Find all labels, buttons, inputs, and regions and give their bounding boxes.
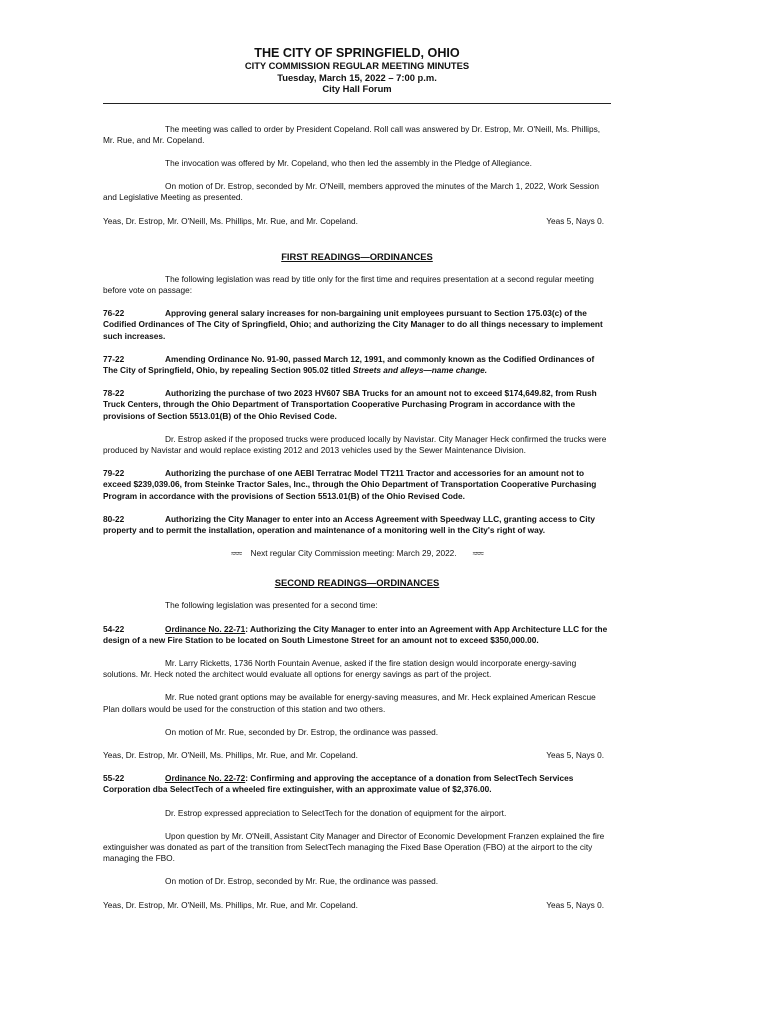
- ordinance-55-22-motion: On motion of Dr. Estrop, seconded by Mr. Rue, the ordinance was passed.: [165, 876, 439, 887]
- ordinance-55-22-note-1: Dr. Estrop expressed appreciation to SelectTech for the donation of equipment for the airport.: [165, 807, 507, 818]
- item-number: 78-22: [103, 388, 125, 399]
- vote-names: Yeas, Dr. Estrop, Mr. O'Neill, Ms. Phillips, Mr. Rue, and Mr. Copeland.: [103, 750, 358, 760]
- minutes-page: [103, 46, 611, 911]
- vote-tally: Yeas 5, Nays 0.: [546, 899, 604, 910]
- ordinance-55-22-vote: [103, 900, 611, 911]
- ordinance-55-22-note-2: Upon question by Mr. O'Neill, Assistant City Manager and Director of Economic Development Franzen explained the fire extinguisher was donated as part of the transition from SelectTech managing the Fixed Base Operation (FBO) at the airport to the city managing the FBO.: [103, 830, 605, 864]
- item-text: : Confirming and approving the acceptance of a donation from SelectTech Services Corporation dba SelectTech of a wheeled fire extinguisher, with an approximate value of $2,376.00.: [103, 773, 574, 795]
- item-number: 76-22: [103, 308, 125, 319]
- ordinance-80-22: [103, 514, 611, 536]
- ordinance-78-22: [103, 388, 611, 422]
- minutes-motion: On motion of Dr. Estrop, seconded by Mr. O'Neill, members approved the minutes of the March 1, 2022, Work Session and Legislative Meeting as presented.: [103, 181, 599, 203]
- invocation: The invocation was offered by Mr. Copeland, who then led the assembly in the Pledge of Allegiance.: [165, 157, 532, 168]
- item-number: 79-22: [103, 468, 125, 479]
- item-text: Authorizing the purchase of two 2023 HV607 SBA Trucks for an amount not to exceed $174,649.82, from Rush Truck Centers, through the Ohio Department of Transportation Cooperative Purchasing Program in accordance with the provisions of Section 5513.01(B) of the Ohio Revised Code.: [103, 388, 597, 421]
- item-number: 54-22: [103, 623, 125, 634]
- ordinance-54-22-vote: [103, 750, 611, 761]
- vote-names: Yeas, Dr. Estrop, Mr. O'Neill, Ms. Phillips, Mr. Rue, and Mr. Copeland.: [103, 899, 358, 910]
- ordinance-54-22-note-1: Mr. Larry Ricketts, 1736 North Fountain Avenue, asked if the fire station design would incorporate energy-saving solutions. Mr. Heck noted the architect would evaluate all options for energy savings as part of the project.: [103, 657, 577, 680]
- next-meeting-text: Next regular City Commission meeting: March 29, 2022.: [250, 548, 457, 559]
- vote-tally: Yeas 5, Nays 0.: [546, 215, 604, 226]
- vote-names: Yeas, Dr. Estrop, Mr. O'Neill, Ms. Phillips, Mr. Rue, and Mr. Copeland.: [103, 215, 358, 226]
- item-text: Amending Ordinance No. 91-90, passed March 12, 1991, and commonly known as the Codified Ordinances of The City of Springfield, Ohio, by repealing Section 905.02 titled: [103, 353, 595, 375]
- ordinance-54-22-note-2: Mr. Rue noted grant options may be available for energy-saving measures, and Mr. Heck explained American Rescue Plan dollars would be used for the construction of this station and two others.: [103, 692, 596, 714]
- item-text: : Authorizing the City Manager to enter into an Agreement with App Architecture LLC for the design of a new Fire Station to be located on South Limestone Street for an amount not to exceed $350,000.00.: [103, 623, 608, 645]
- item-number: 77-22: [103, 353, 125, 364]
- meeting-place: City Hall Forum: [322, 83, 392, 94]
- first-readings-heading: FIRST READINGS—ORDINANCES: [281, 250, 433, 262]
- ordinance-54-22-motion: On motion of Mr. Rue, seconded by Dr. Estrop, the ordinance was passed.: [165, 726, 439, 737]
- ornament-right-icon: ≈≈≈: [472, 549, 483, 559]
- minutes-vote: [103, 216, 611, 227]
- city-title: THE CITY OF SPRINGFIELD, OHIO: [254, 46, 460, 60]
- second-readings-heading: SECOND READINGS—ORDINANCES: [274, 577, 440, 589]
- vote-tally: Yeas 5, Nays 0.: [546, 750, 604, 760]
- item-number: 55-22: [103, 773, 125, 784]
- item-text: Authorizing the City Manager to enter into an Access Agreement with Speedway LLC, granting access to City property and to permit the installation, operation and maintenance of a monitoring well in the City's right of way.: [103, 513, 595, 535]
- meeting-date: Tuesday, March 15, 2022 – 7:00 p.m.: [277, 71, 437, 83]
- ordinance-number: Ordinance No. 22-71: [165, 623, 246, 634]
- ornament-left-icon: ≈≈≈: [231, 549, 242, 559]
- item-text: Authorizing the purchase of one AEBI Terratrac Model TT211 Tractor and accessories for an amount not to exceed $239,039.06, from Steinke Tractor Sales, Inc., through the Ohio Department of Transportation Cooperative Purchasing Program in accordance with the provisions of Section 5513.01(B) of the Ohio Revised Code.: [103, 468, 597, 501]
- first-readings-intro: The following legislation was read by title only for the first time and requires presentation at a second regular meeting before vote on passage:: [103, 273, 594, 295]
- call-to-order: The meeting was called to order by President Copeland. Roll call was answered by Dr. Estrop, Mr. O'Neill, Ms. Phillips, Mr. Rue, and Mr. Copeland.: [103, 123, 601, 145]
- item-text: Approving general salary increases for non-bargaining unit employees pursuant to Section 175.03(c) of the Codified Ordinances of The City of Springfield, Ohio; and authorizing the City Manager to do all things necessary to implement such increases.: [103, 308, 603, 341]
- document-subtitle: CITY COMMISSION REGULAR MEETING MINUTES: [244, 60, 470, 71]
- ordinance-77-22: [103, 354, 611, 376]
- ordinance-55-22: [103, 773, 611, 795]
- ordinance-76-22: [103, 308, 611, 342]
- ordinance-78-22-note: Dr. Estrop asked if the proposed trucks were produced locally by Navistar. City Manager Heck confirmed the trucks were produced by Navistar and would replace existing 2012 and 2013 vehicles used by the Sewer Maintenance Division.: [103, 433, 607, 455]
- second-readings-intro: The following legislation was presented for a second time:: [165, 600, 378, 611]
- item-number: 80-22: [103, 513, 125, 524]
- next-meeting-notice: [103, 548, 611, 559]
- ordinance-54-22: [103, 624, 611, 646]
- ordinance-number: Ordinance No. 22-72: [165, 773, 246, 784]
- ordinance-79-22: [103, 468, 611, 502]
- item-italic-title: Streets and alleys—name change.: [352, 364, 488, 375]
